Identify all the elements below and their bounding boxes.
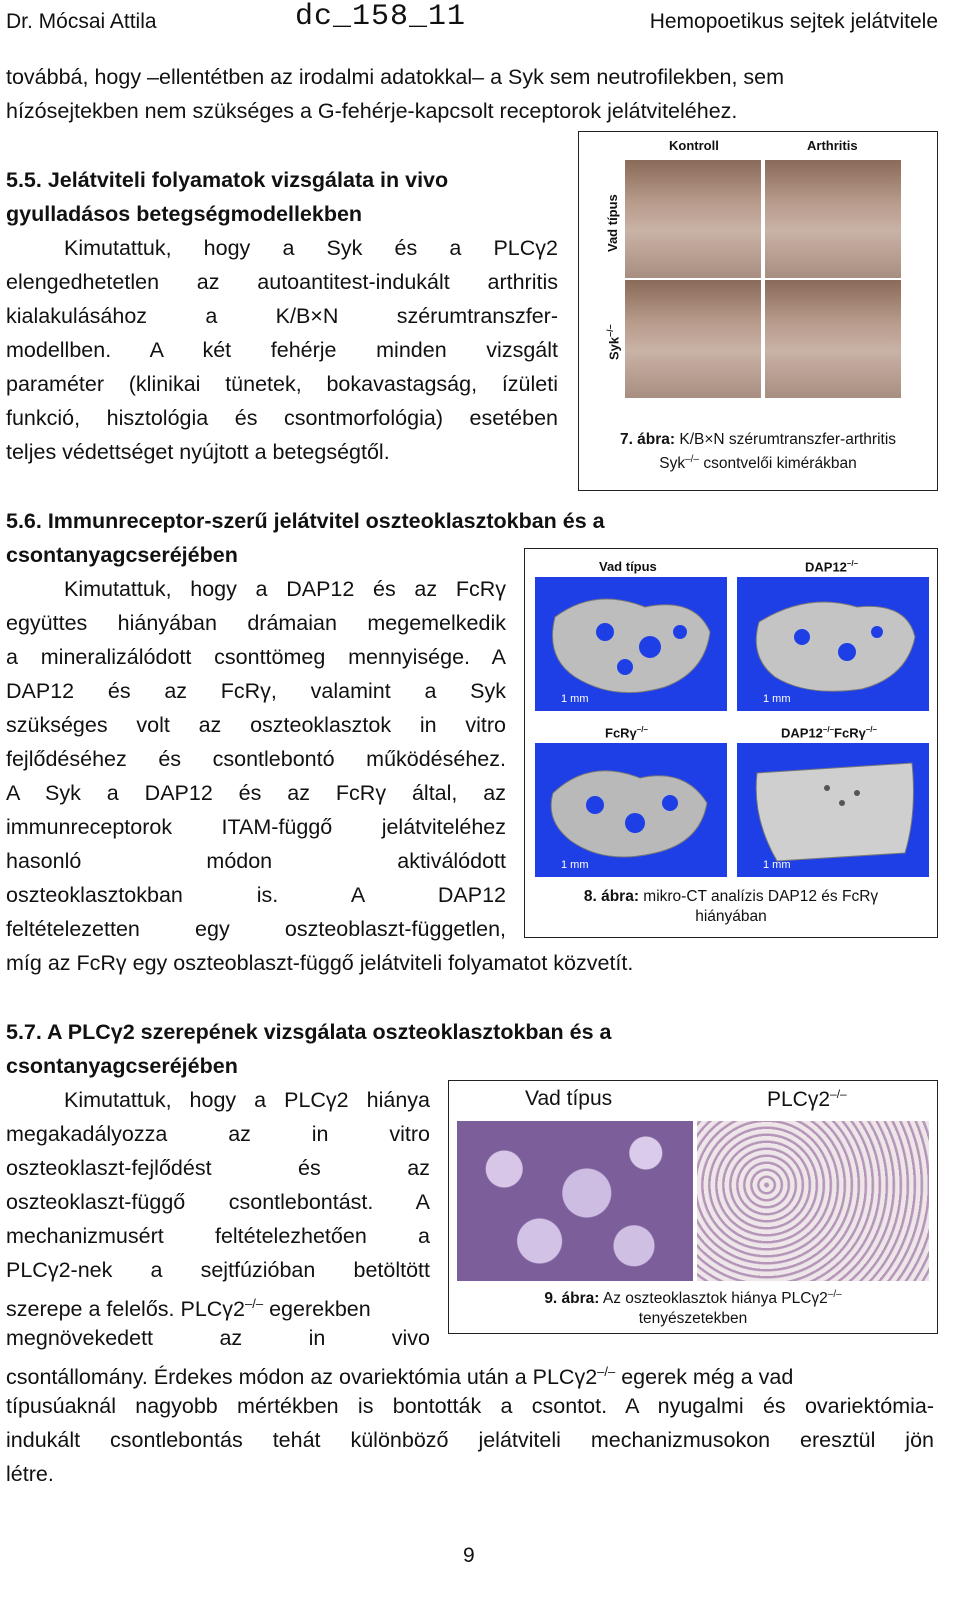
- fig7-panel-syk-kontroll: [625, 280, 761, 398]
- fig7-panel-wt-kontroll: [625, 160, 761, 278]
- s56-line: szükséges volt az oszteoklasztok in vitro: [6, 713, 506, 737]
- section-5-6-title-1: 5.6. Immunreceptor-szerű jelátvitel oszteoklasztokban és a: [6, 509, 605, 533]
- s57-line: oszteoklaszt-fejlődést és az: [6, 1156, 430, 1180]
- figure-9: [448, 1080, 938, 1334]
- section-5-6-title-2: csontanyagcseréjében: [6, 543, 238, 567]
- s55-line: modellben. A két fehérje minden vizsgált: [6, 338, 558, 362]
- s56-line: immunreceptorok ITAM-függő jelátviteléhez: [6, 815, 506, 839]
- s57-line-7: szerepe a felelős. PLCγ2–/– egerekben: [6, 1296, 371, 1322]
- s57-line: oszteoklaszt-függő csontlebontást. A: [6, 1190, 430, 1214]
- s55-line: Kimutattuk, hogy a Syk és a PLCγ2: [64, 236, 558, 260]
- fig7-panel-syk-arthritis: [765, 280, 901, 398]
- header-author: Dr. Mócsai Attila: [6, 10, 157, 33]
- s56-last-line: míg az FcRγ egy oszteoblaszt-függő jelátviteli folyamatot közvetít.: [6, 951, 634, 975]
- scale-label: 1 mm: [763, 859, 791, 871]
- bone-3d-icon: [737, 743, 929, 877]
- fig7-caption: 7. ábra: K/B×N szérumtranszfer-arthritis Syk–/– csontvelői kimérákban: [619, 431, 897, 473]
- section-5-5-title-1: 5.5. Jelátviteli folyamatok vizsgálata in vivo: [6, 168, 449, 192]
- fig8-label-dap12: DAP12–/–: [805, 559, 859, 575]
- figure-8: [524, 548, 938, 938]
- s57-line: megakadályozza az in vitro: [6, 1122, 430, 1146]
- s55-line: funkció, hisztológia és csontmorfológia) esetében: [6, 406, 558, 430]
- section-5-5-title-2: gyulladásos betegségmodellekben: [6, 202, 363, 226]
- fig7-panel-wt-arthritis: [765, 160, 901, 278]
- s55-line: teljes védettséget nyújtott a betegségtől.: [6, 440, 390, 464]
- s56-line: együttes hiányában drámaian megemelkedik: [6, 611, 506, 635]
- bone-3d-icon: [535, 743, 727, 877]
- s57-line: Kimutattuk, hogy a PLCγ2 hiánya: [64, 1088, 430, 1112]
- s57-line-10: típusúaknál nagyobb mértékben is bontották a csontot. A nyugalmi és ovariektómia-: [6, 1394, 934, 1418]
- s57-line: mechanizmusért feltételezhetően a: [6, 1224, 430, 1248]
- fig7-row-wt: Vad típus: [605, 194, 620, 252]
- s56-line: hasonló módon aktiválódott: [6, 849, 506, 873]
- s57-line: PLCγ2-nek a sejtfúzióban betöltött: [6, 1258, 430, 1282]
- figure-7: [578, 131, 938, 491]
- scale-label: 1 mm: [561, 859, 589, 871]
- header-code: dc_158_11: [295, 0, 467, 34]
- fig8-label-fcr: FcRγ–/–: [605, 725, 648, 741]
- s56-line: Kimutattuk, hogy a DAP12 és az FcRγ: [64, 577, 506, 601]
- s55-line: paraméter (klinikai tünetek, bokavastagság, ízületi: [6, 372, 558, 396]
- s56-line: oszteoklasztokban is. A DAP12: [6, 883, 506, 907]
- s56-line: DAP12 és az FcRγ, valamint a Syk: [6, 679, 506, 703]
- s57-line-11: indukált csontlebontás tehát különböző jelátviteli mechanizmusokon eresztül jön: [6, 1428, 934, 1452]
- s57-line-8: megnövekedett az in vivo: [6, 1326, 430, 1350]
- fig9-panel-plc: [697, 1121, 929, 1281]
- page-number: 9: [463, 1544, 475, 1567]
- fig7-col-arthritis: Arthritis: [807, 138, 858, 153]
- s56-line: feltételezetten egy oszteoblaszt-független,: [6, 917, 506, 941]
- fig8-caption: 8. ábra: mikro-CT analízis DAP12 és FcRγ hiányában: [583, 888, 879, 925]
- fig7-col-kontroll: Kontroll: [669, 138, 719, 153]
- bone-3d-icon: [737, 577, 929, 711]
- bone-3d-icon: [535, 577, 727, 711]
- header-topic: Hemopoetikus sejtek jelátvitele: [649, 10, 938, 33]
- fig9-label-wt: Vad típus: [525, 1087, 613, 1110]
- fig8-panel-wt: [535, 577, 727, 711]
- s57-line-12: létre.: [6, 1462, 54, 1486]
- s56-line: a mineralizálódott csonttömeg mennyisége. A: [6, 645, 506, 669]
- fig9-panel-wt: [457, 1121, 693, 1281]
- fig9-label-plc: PLCγ2–/–: [767, 1087, 847, 1111]
- fig8-label-double: DAP12–/–FcRγ–/–: [781, 725, 877, 741]
- fig8-label-wt: Vad típus: [599, 559, 657, 574]
- intro-line-1: továbbá, hogy –ellentétben az irodalmi adatokkal– a Syk sem neutrofilekben, sem: [6, 65, 785, 89]
- scale-label: 1 mm: [763, 693, 791, 705]
- fig7-row-syk: Syk–/–: [605, 324, 622, 360]
- section-5-7-title-2: csontanyagcseréjében: [6, 1054, 238, 1078]
- section-5-7-title-1: 5.7. A PLCγ2 szerepének vizsgálata oszteoklasztokban és a: [6, 1020, 612, 1044]
- fig8-panel-double: [737, 743, 929, 877]
- s56-line: A Syk a DAP12 és az FcRγ által, az: [6, 781, 506, 805]
- fig8-panel-fcr: [535, 743, 727, 877]
- s57-line-9: csontállomány. Érdekes módon az ovariektómia után a PLCγ2–/– egerek még a vad: [6, 1364, 794, 1390]
- s56-line: fejlődéséhez és csontlebontó működéséhez.: [6, 747, 506, 771]
- intro-line-2: hízósejtekben nem szükséges a G-fehérje-kapcsolt receptorok jelátviteléhez.: [6, 99, 738, 123]
- s55-line: kialakulásához a K/B×N szérumtranszfer-: [6, 304, 558, 328]
- s55-line: elengedhetetlen az autoantitest-indukált arthritis: [6, 270, 558, 294]
- fig9-caption: 9. ábra: Az oszteoklasztok hiánya PLCγ2–/– tenyészetekben: [544, 1289, 842, 1328]
- fig8-panel-dap12: [737, 577, 929, 711]
- scale-label: 1 mm: [561, 693, 589, 705]
